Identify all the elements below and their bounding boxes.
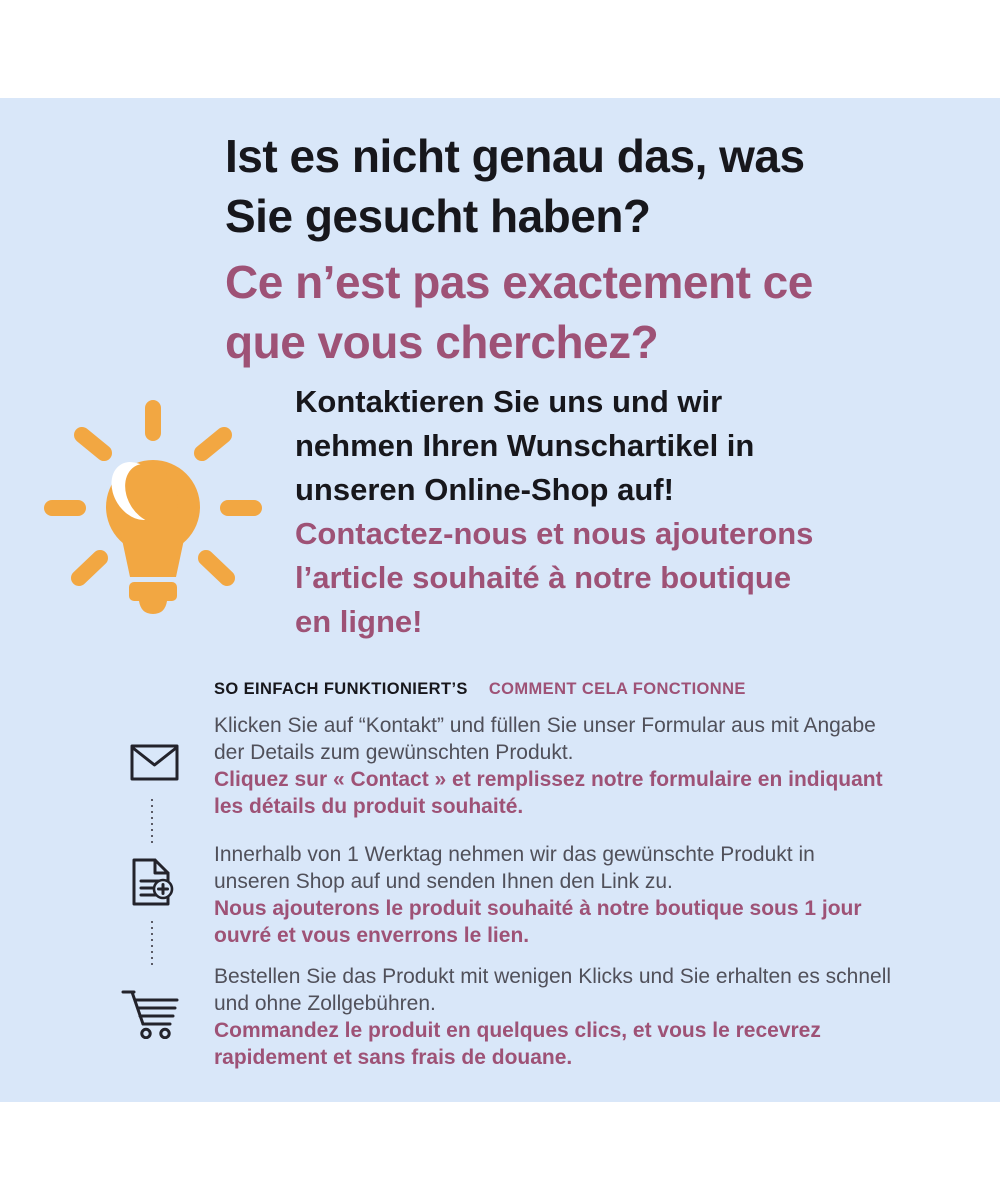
step-2-text [214,841,862,949]
shopping-cart-icon [120,987,180,1044]
lightbulb-icon [42,395,264,628]
intro-text-french: Contactez-nous et nous ajouterons l’article souhaité à notre boutique en ligne! [295,516,814,639]
document-add-icon [127,857,174,912]
dotted-connector [151,921,153,965]
step-2-text-french: Nous ajouterons le produit souhaité à notre boutique sous 1 jour ouvré et vous enverrons le lien. [214,897,862,947]
step-2-text-german: Innerhalb von 1 Werktag nehmen wir das gewünschte Produkt in unseren Shop auf und senden Ihnen den Link zu. [214,843,815,893]
step-3-text-german: Bestellen Sie das Produkt mit wenigen Klicks und Sie erhalten es schnell und ohne Zollgebühren. [214,965,892,1015]
envelope-icon [130,744,179,786]
how-it-works-label-french: COMMENT CELA FONCTIONNE [488,680,746,698]
intro-text [295,380,813,644]
how-it-works-label-german: SO EINFACH FUNKTIONIERT’S [214,680,468,698]
intro-text-german: Kontaktieren Sie uns und wir nehmen Ihren Wunschartikel in unseren Online-Shop auf! [295,384,755,507]
step-1-text-french: Cliquez sur « Contact » et remplissez notre formulaire en indiquant les détails du produit souhaité. [214,768,883,818]
step-1-text-german: Klicken Sie auf “Kontakt” und füllen Sie unser Formular aus mit Angabe der Details zum gewünschten Produkt. [214,714,876,764]
dotted-connector [151,799,153,843]
step-1-text [214,712,883,820]
headline-french: Ce n’est pas exactement ce que vous cherchez? [225,256,813,368]
how-it-works-header [214,680,746,699]
headline-german: Ist es nicht genau das, was Sie gesucht haben? [225,130,805,242]
step-3-text-french: Commandez le produit en quelques clics, et vous le recevrez rapidement et sans frais de douane. [214,1019,821,1069]
step-3-text [214,963,891,1071]
